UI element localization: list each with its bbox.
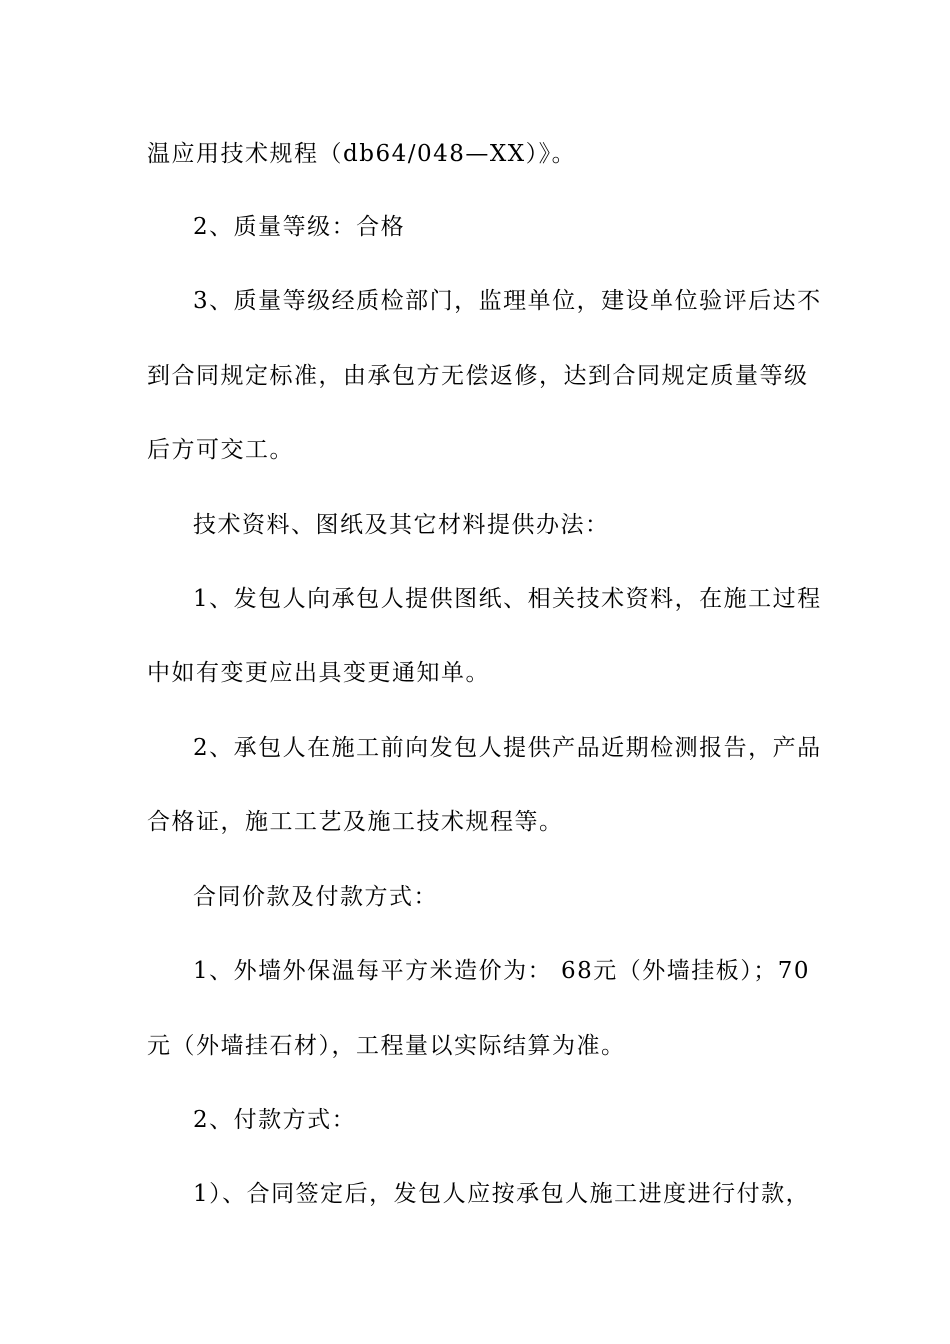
text-line: 2、承包人在施工前向发包人提供产品近期检测报告，产品 (193, 735, 822, 761)
text-line: 合格证，施工工艺及施工技术规程等。 (147, 809, 564, 835)
text-line: 合同价款及付款方式： (193, 884, 438, 910)
text-line: 1）、合同签定后，发包人应按承包人施工进度进行付款， (193, 1181, 811, 1207)
text-line: 2、质量等级：合格 (193, 214, 406, 240)
text-line: 元（外墙挂石材），工程量以实际结算为准。 (147, 1033, 626, 1059)
text-line: 2、付款方式： (193, 1107, 357, 1133)
text-line: 中如有变更应出具变更通知单。 (147, 660, 490, 686)
text-line: 到合同规定标准，由承包方无偿返修，达到合同规定质量等级 (147, 363, 809, 389)
text-line: 温应用技术规程（db64/048—XX）》。 (147, 141, 577, 167)
text-line: 技术资料、图纸及其它材料提供办法： (193, 512, 610, 538)
text-line: 1、发包人向承包人提供图纸、相关技术资料，在施工过程 (193, 586, 822, 612)
text-line: 3、质量等级经质检部门，监理单位，建设单位验评后达不 (193, 288, 822, 314)
text-line: 1、外墙外保温每平方米造价为： 68元（外墙挂板）；70 (193, 958, 810, 984)
text-line: 后方可交工。 (147, 437, 294, 463)
